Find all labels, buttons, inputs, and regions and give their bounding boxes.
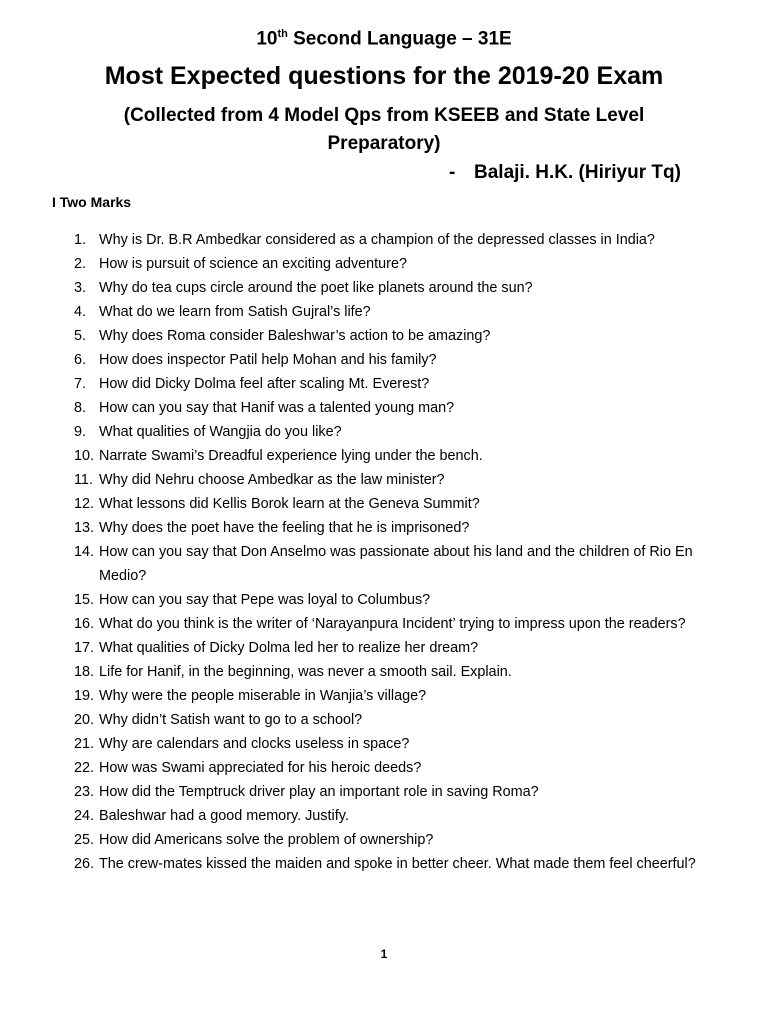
subtitle-line-a: (Collected from 4 Model Qps from KSEEB and State Level bbox=[123, 105, 645, 126]
question-text: How can you say that Pepe was loyal to Columbus? bbox=[99, 592, 431, 608]
question-text: What do we learn from Satish Gujral’s life? bbox=[99, 304, 371, 320]
question-item bbox=[0, 636, 768, 660]
question-number: 7. bbox=[74, 376, 87, 392]
question-item bbox=[0, 228, 768, 252]
question-list bbox=[0, 228, 768, 876]
question-text: How is pursuit of science an exciting adventure? bbox=[99, 256, 407, 272]
question-item bbox=[0, 348, 768, 372]
page-title: Most Expected questions for the 2019-20 Exam bbox=[104, 62, 664, 90]
question-number: 25. bbox=[74, 832, 95, 848]
question-number: 1. bbox=[74, 232, 87, 248]
author-name: Balaji. H.K. (Hiriyur Tq) bbox=[474, 162, 681, 183]
question-item bbox=[0, 588, 768, 612]
question-text: Why is Dr. B.R Ambedkar considered as a champion of the depressed classes in India? bbox=[99, 232, 655, 248]
course-number: 10 bbox=[256, 28, 278, 50]
question-item bbox=[0, 252, 768, 276]
question-number: 24. bbox=[74, 808, 95, 824]
question-number: 13. bbox=[74, 520, 95, 536]
question-number: 20. bbox=[74, 712, 95, 728]
question-number: 8. bbox=[74, 400, 87, 416]
question-item bbox=[0, 372, 768, 396]
question-item bbox=[0, 852, 768, 876]
question-item bbox=[0, 708, 768, 732]
question-text: Why are calendars and clocks useless in space? bbox=[99, 736, 410, 752]
question-text: How was Swami appreciated for his heroic deeds? bbox=[99, 760, 422, 776]
question-number: 10. bbox=[74, 448, 95, 464]
question-text: Why do tea cups circle around the poet like planets around the sun? bbox=[99, 280, 533, 296]
question-number: 21. bbox=[74, 736, 95, 752]
question-number: 16. bbox=[74, 616, 95, 632]
question-text: What qualities of Wangjia do you like? bbox=[99, 424, 342, 440]
question-item bbox=[0, 276, 768, 300]
question-number: 5. bbox=[74, 328, 87, 344]
question-text: Life for Hanif, in the beginning, was never a smooth sail. Explain. bbox=[99, 664, 512, 680]
question-item bbox=[0, 732, 768, 756]
question-text: Baleshwar had a good memory. Justify. bbox=[99, 808, 349, 824]
question-item bbox=[0, 396, 768, 420]
course-heading bbox=[0, 28, 768, 50]
question-text: How can you say that Hanif was a talented young man? bbox=[99, 400, 455, 416]
question-item bbox=[0, 684, 768, 708]
question-item bbox=[0, 300, 768, 324]
question-number: 26. bbox=[74, 856, 95, 872]
subtitle bbox=[0, 102, 768, 158]
question-text: How did Americans solve the problem of ownership? bbox=[99, 832, 434, 848]
question-text: What do you think is the writer of ‘Narayanpura Incident’ trying to impress upon the readers? bbox=[99, 616, 686, 632]
question-item bbox=[0, 828, 768, 852]
question-number: 15. bbox=[74, 592, 95, 608]
question-item bbox=[0, 492, 768, 516]
question-text: Why didn’t Satish want to go to a school? bbox=[99, 712, 363, 728]
question-number: 3. bbox=[74, 280, 87, 296]
question-number: 4. bbox=[74, 304, 87, 320]
question-item bbox=[0, 780, 768, 804]
question-text: Why does Roma consider Baleshwar’s action to be amazing? bbox=[99, 328, 491, 344]
question-text: Why were the people miserable in Wanjia’s village? bbox=[99, 688, 427, 704]
ordinal-suffix: th bbox=[277, 28, 288, 40]
question-text: Narrate Swami’s Dreadful experience lying under the bench. bbox=[99, 448, 483, 464]
question-number: 23. bbox=[74, 784, 95, 800]
section-title: I Two Marks bbox=[52, 194, 132, 210]
question-number: 12. bbox=[74, 496, 95, 512]
question-item bbox=[0, 612, 768, 636]
question-number: 22. bbox=[74, 760, 95, 776]
author-dash: - bbox=[449, 162, 456, 183]
question-number: 6. bbox=[74, 352, 87, 368]
question-item bbox=[0, 756, 768, 780]
question-text: What qualities of Dicky Dolma led her to realize her dream? bbox=[99, 640, 479, 656]
question-item bbox=[0, 420, 768, 444]
question-item bbox=[0, 540, 768, 588]
course-name: Second Language – 31E bbox=[287, 28, 512, 50]
question-number: 11. bbox=[74, 472, 93, 488]
question-number: 9. bbox=[74, 424, 87, 440]
question-number: 17. bbox=[74, 640, 95, 656]
question-number: 18. bbox=[74, 664, 95, 680]
question-text: Why did Nehru choose Ambedkar as the law minister? bbox=[99, 472, 445, 488]
subtitle-line-b: Preparatory) bbox=[327, 133, 441, 154]
question-number: 19. bbox=[74, 688, 95, 704]
question-item bbox=[0, 324, 768, 348]
page-number: 1 bbox=[380, 947, 388, 961]
question-item bbox=[0, 804, 768, 828]
question-item bbox=[0, 660, 768, 684]
author-line bbox=[449, 162, 681, 184]
question-item bbox=[0, 444, 768, 468]
question-text: What lessons did Kellis Borok learn at the Geneva Summit? bbox=[99, 496, 480, 512]
question-text: The crew-mates kissed the maiden and spoke in better cheer. What made them feel cheerful? bbox=[99, 856, 696, 872]
question-number: 2. bbox=[74, 256, 87, 272]
question-item bbox=[0, 516, 768, 540]
question-text: How can you say that Don Anselmo was passionate about his land and the children of Rio En Medio? bbox=[99, 544, 693, 584]
question-text: Why does the poet have the feeling that he is imprisoned? bbox=[99, 520, 470, 536]
question-item bbox=[0, 468, 768, 492]
question-number: 14. bbox=[74, 544, 95, 560]
question-text: How did Dicky Dolma feel after scaling Mt. Everest? bbox=[99, 376, 430, 392]
question-text: How does inspector Patil help Mohan and his family? bbox=[99, 352, 437, 368]
question-text: How did the Temptruck driver play an important role in saving Roma? bbox=[99, 784, 539, 800]
